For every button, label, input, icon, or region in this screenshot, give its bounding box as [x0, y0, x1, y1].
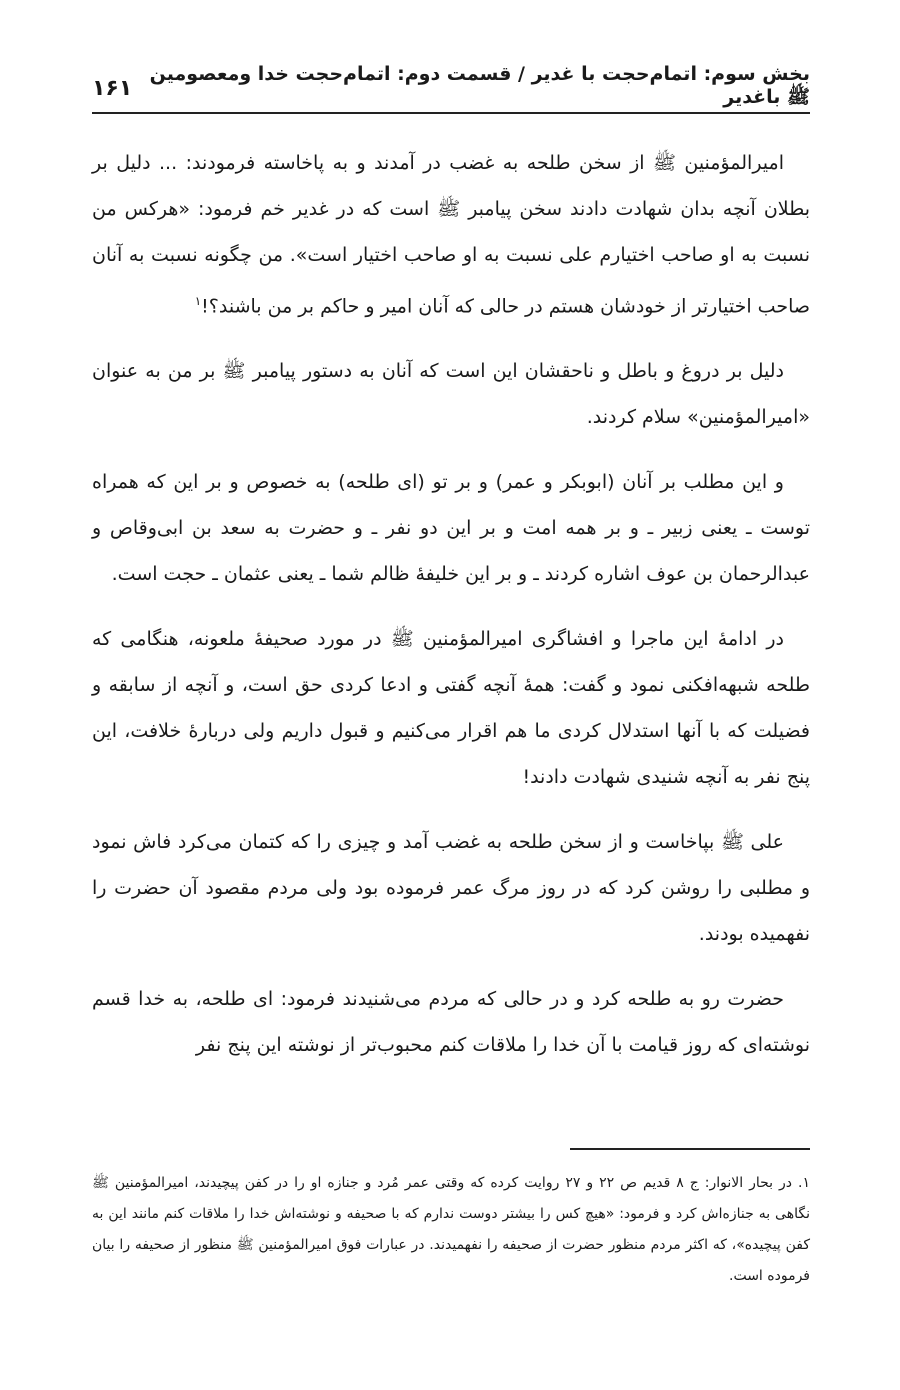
footnote — [92, 1168, 810, 1292]
footnote-text: ۱. در بحار الانوار: ج ۸ قدیم ص ۲۲ و ۲۷ روایت کرده که وقتی عمر مُرد و جنازه او را در کفن پیچیدند، امیرالمؤمنین ﷺ نگاهی به جنازه‌اش کرد و فرمود: «هیچ کس را بیشتر دوست ندارم که با صحیفه و نوشته‌اش خدا را ملاقات کنم مانند این به کفن پیچیده»، که اکثر مردم منظور حضرت از صحیفه را نفهمیدند. در عبارات فوق امیرالمؤمنین ﷺ منظور از صحیفه را بیان فرموده است. — [92, 1175, 810, 1284]
paragraph: دلیل بر دروغ و باطل و ناحقشان این است که آنان به دستور پیامبر ﷺ بر من به عنوان «امیرالمؤمنین» سلام کردند. — [92, 360, 810, 429]
paragraph: علی ﷺ بپاخاست و از سخن طلحه به غضب آمد و چیزی را که کتمان می‌کرد فاش نمود و مطلبی را روشن کرد که در روز مرگ عمر فرموده بود ولی مردم مقصود آن حضرت را نفهمیده بودند. — [92, 831, 810, 946]
paragraph — [92, 140, 810, 329]
page-number: ۱۶۱ — [92, 75, 133, 101]
paragraph: حضرت رو به طلحه کرد و در حالی که مردم می‌شنیدند فرمود: ای طلحه، به خدا قسم نوشته‌ای که روز قیامت با آن خدا را ملاقات کنم محبوب‌تر از نوشته این پنج نفر — [92, 988, 810, 1057]
paragraph: و این مطلب بر آنان (ابوبکر و عمر) و بر تو (ای طلحه) به خصوص و بر این که همراه توست ـ یعنی زبیر ـ و بر همه امت و بر این دو نفر ـ و حضرت به سعد بن ابی‌وقاص و عبدالرحمان بن عوف اشاره کردند ـ و بر این خلیفهٔ ظالم شما ـ یعنی عثمان ـ حجت است. — [92, 471, 810, 586]
header-title: بخش سوم: اتمام‌حجت با غدیر / قسمت دوم: اتمام‌حجت خدا ومعصومین ﷺ باغدیر — [149, 63, 810, 108]
running-header — [92, 63, 810, 108]
book-page — [92, 0, 810, 1390]
footnote-marker: ۱ — [194, 294, 202, 308]
footnote-rule — [570, 1148, 810, 1150]
body-text — [92, 140, 810, 1087]
header-rule — [92, 112, 810, 114]
paragraph-text: امیرالمؤمنین ﷺ از سخن طلحه به غضب در آمدند و به پاخاسته فرمودند: ... دلیل بر بطلان آنچه بدان شهادت دادند سخن پیامبر ﷺ است که در غدیر خم فرمود: «هرکس من نسبت به او صاحب اختیارم علی نسبت به او صاحب اختیار است». من چگونه نسبت به آنان صاحب اختیارتر از خودشان هستم در حالی که آنان امیر و حاکم بر من باشند؟! — [92, 152, 810, 318]
paragraph: در ادامهٔ این ماجرا و افشاگری امیرالمؤمنین ﷺ در مورد صحیفهٔ ملعونه، هنگامی که طلحه شبهه‌افکنی نمود و گفت: همهٔ آنچه گفتی و ادعا کردی حق است، و آنچه از سابقه و فضیلت که با آنها استدلال کردی ما هم اقرار می‌کنیم و قبول داریم ولی دربارهٔ خلافت، این پنج نفر به آنچه شنیدی شهادت دادند! — [92, 628, 810, 789]
